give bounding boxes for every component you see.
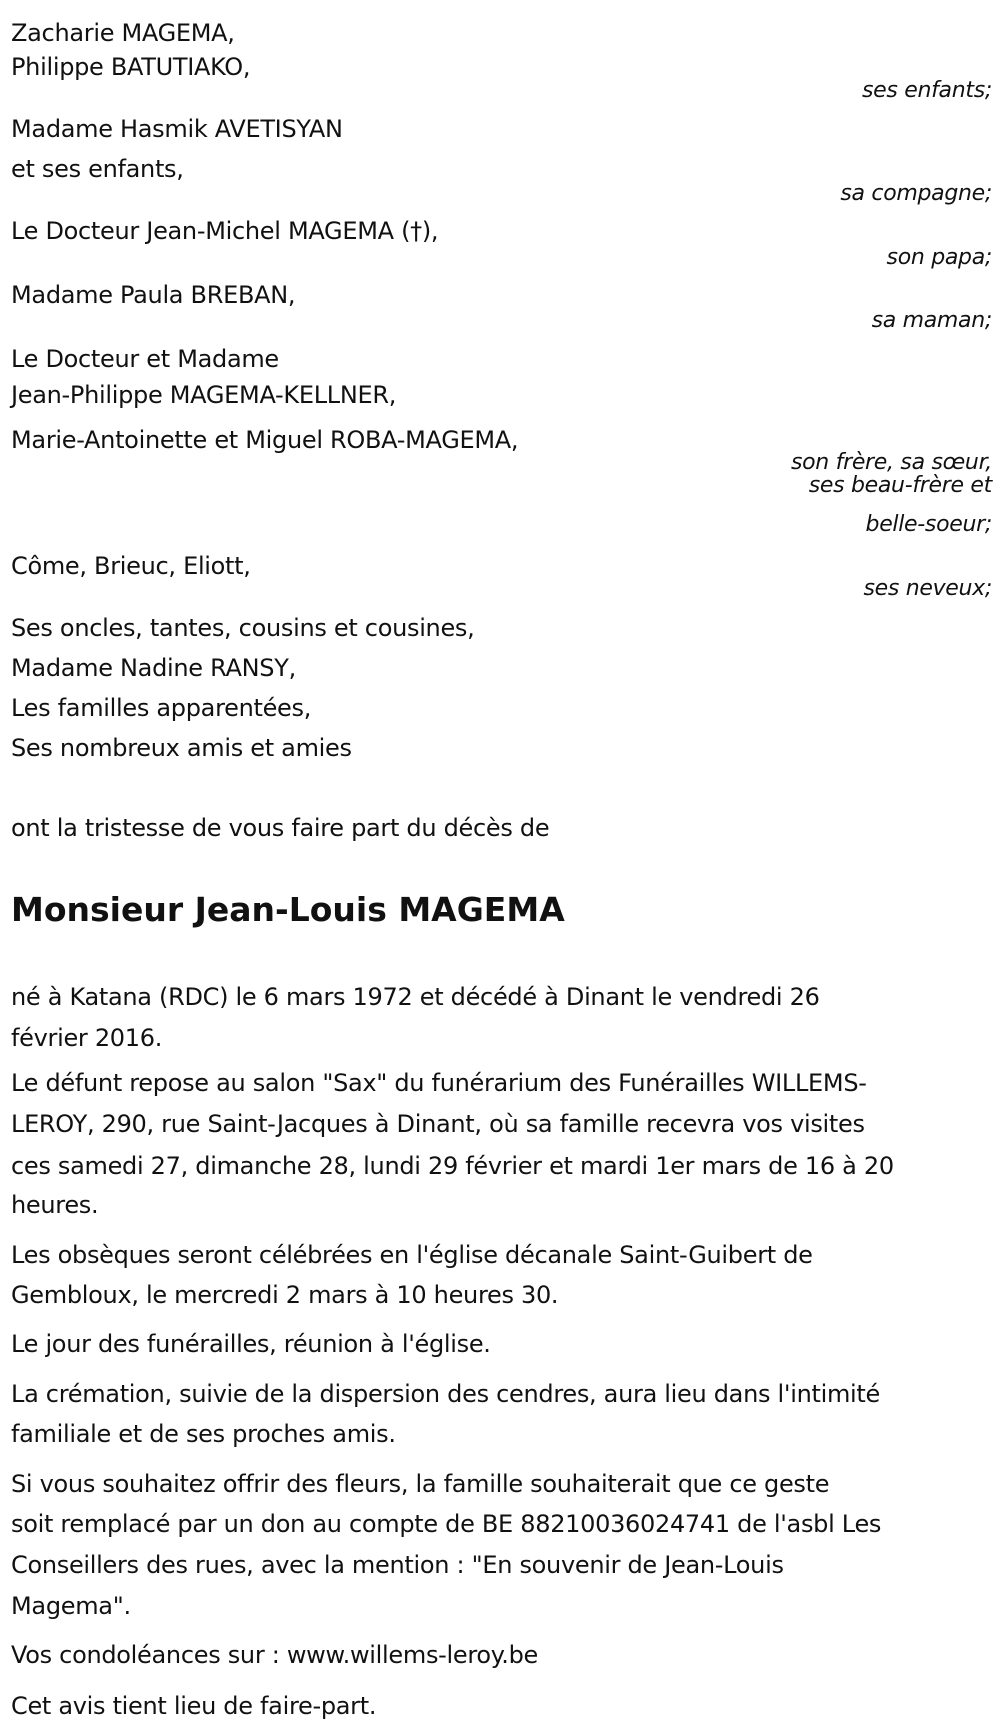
notice-paragraph-line: LEROY, 290, rue Saint-Jacques à Dinant, où sa famille recevra vos visites: [11, 1110, 865, 1138]
relationship-label: sa compagne;: [840, 181, 992, 206]
relationship-label: ses neveux;: [863, 576, 992, 601]
family-member-name: Les familles apparentées,: [11, 694, 312, 722]
deceased-name: Monsieur Jean-Louis MAGEMA: [11, 890, 565, 929]
family-member-name: Jean-Philippe MAGEMA-KELLNER,: [11, 381, 397, 409]
notice-paragraph-line: Conseillers des rues, avec la mention : "En souvenir de Jean-Louis: [11, 1551, 784, 1579]
announcement-intro: ont la tristesse de vous faire part du décès de: [11, 814, 550, 842]
notice-paragraph-line: soit remplacé par un don au compte de BE 88210036024741 de l'asbl Les: [11, 1510, 882, 1538]
notice-paragraph-line: Cet avis tient lieu de faire-part.: [11, 1692, 377, 1720]
family-member-name: Madame Hasmik AVETISYAN: [11, 115, 343, 143]
family-member-name: Côme, Brieuc, Eliott,: [11, 552, 251, 580]
family-member-name: Marie-Antoinette et Miguel ROBA-MAGEMA,: [11, 426, 519, 454]
notice-paragraph-line: février 2016.: [11, 1024, 163, 1052]
family-member-name: Le Docteur Jean-Michel MAGEMA (†),: [11, 217, 439, 245]
family-member-name: Ses nombreux amis et amies: [11, 734, 352, 762]
notice-paragraph-line: Magema".: [11, 1592, 131, 1620]
notice-paragraph-line: Gembloux, le mercredi 2 mars à 10 heures 30.: [11, 1281, 559, 1309]
family-member-name: Ses oncles, tantes, cousins et cousines,: [11, 614, 475, 642]
family-member-name: Madame Nadine RANSY,: [11, 654, 296, 682]
notice-paragraph-line: La crémation, suivie de la dispersion des cendres, aura lieu dans l'intimité: [11, 1380, 880, 1408]
family-member-name: et ses enfants,: [11, 155, 184, 183]
relationship-label: ses enfants;: [861, 78, 992, 103]
relationship-label: son frère, sa sœur,: [790, 450, 992, 475]
family-member-name: Zacharie MAGEMA,: [11, 19, 235, 47]
relationship-label: son papa;: [886, 245, 992, 270]
notice-paragraph-line: Le défunt repose au salon "Sax" du funérarium des Funérailles WILLEMS-: [11, 1069, 867, 1097]
notice-paragraph-line: Le jour des funérailles, réunion à l'église.: [11, 1330, 491, 1358]
relationship-label: sa maman;: [871, 308, 992, 333]
relationship-label: ses beau-frère et: [808, 473, 992, 498]
notice-paragraph-line: familiale et de ses proches amis.: [11, 1420, 396, 1448]
family-member-name: Le Docteur et Madame: [11, 345, 279, 373]
notice-paragraph-line: né à Katana (RDC) le 6 mars 1972 et décédé à Dinant le vendredi 26: [11, 983, 820, 1011]
notice-paragraph-line: Si vous souhaitez offrir des fleurs, la famille souhaiterait que ce geste: [11, 1470, 830, 1498]
family-member-name: Philippe BATUTIAKO,: [11, 53, 251, 81]
relationship-label: belle-soeur;: [865, 512, 992, 537]
family-member-name: Madame Paula BREBAN,: [11, 281, 296, 309]
notice-paragraph-line: heures.: [11, 1191, 99, 1219]
notice-paragraph-line: Vos condoléances sur : www.willems-leroy.be: [11, 1641, 538, 1669]
notice-paragraph-line: ces samedi 27, dimanche 28, lundi 29 février et mardi 1er mars de 16 à 20: [11, 1152, 894, 1180]
notice-paragraph-line: Les obsèques seront célébrées en l'église décanale Saint-Guibert de: [11, 1241, 813, 1269]
